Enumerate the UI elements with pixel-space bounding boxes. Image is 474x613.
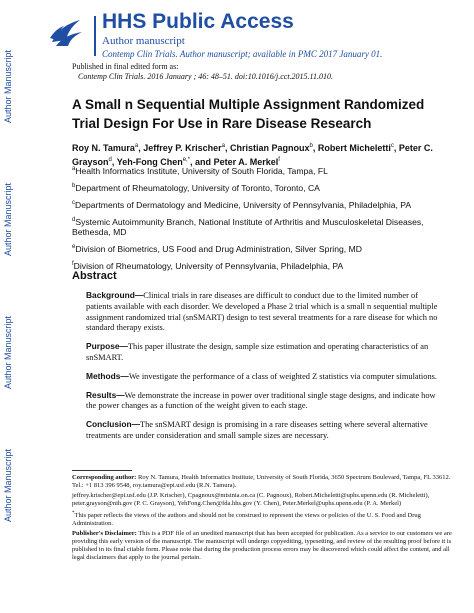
affiliation-mark: d <box>72 216 76 223</box>
affiliation-text: Division of Biometrics, US Food and Drug Administration, Silver Spring, MD <box>75 244 362 255</box>
author-name: Christian Pagnoux <box>229 143 310 153</box>
hhs-eagle-icon <box>46 12 86 52</box>
abstract-section <box>86 390 446 413</box>
abstract-body <box>86 290 446 449</box>
affiliation-list <box>72 164 452 276</box>
affiliation-mark: f <box>72 261 74 268</box>
abstract-section-text: We demonstrate the increase in power over traditional single stage designs, and indicate how the power changes as a function of the weight given to each stage. <box>86 390 436 411</box>
author-list: Roy N. Tamura$^a$, Jeffrey P. Krischer$^a$, Christian Pagnoux$^b$, Robert Micheletti$^c$, Peter C. Grayson$^d$, Yeh-Fong Chen$^{e,*}$, and Peter A. Merkel$^f$ <box>72 143 433 167</box>
footnote-text: Roy N. Tamura, Health Informatics Institute, University of South Florida, 3650 Spectrum Boulevard, Tampa, FL 33612. Tel.: +1 813 396 9548, roy.tamura@epi.usf.edu (R.N. Tamura). <box>72 474 451 489</box>
abstract-section <box>86 371 446 383</box>
author-affiliation-mark: e,* <box>182 157 191 163</box>
affiliation <box>72 198 452 211</box>
footnote-label: Corresponding author: <box>72 474 137 481</box>
abstract-section-text: We investigate the performance of a class of weighted Z statistics via computer simulations. <box>128 371 437 381</box>
affiliation-text: Health Informatics Institute, University of South Florida, Tampa, FL <box>75 165 328 176</box>
side-label: Author Manuscript <box>3 449 13 523</box>
abstract-section <box>86 341 446 364</box>
abstract-section-text: Clinical trials in rare diseases are difficult to conduct due to the limited number of patients available with each disorder. We developed a Phase 2 trial which is a small n sequential multiple assignment randomized trial (snSMART) design to test several treatments for a rare disease for which no standard therapy exists. <box>86 291 438 333</box>
author-name: Jeffrey P. Krischer <box>143 143 222 153</box>
footnote-label: Publisher's Disclaimer: <box>72 530 137 538</box>
abstract-section-label: Conclusion— <box>86 419 140 430</box>
footnote <box>72 530 454 562</box>
footnote-text: This paper reflects the views of the authors and should not be construed to represent the views or policies of the U. S. Food and Drug Administration. <box>72 512 421 528</box>
abstract-section <box>86 419 446 442</box>
affiliation <box>72 259 452 272</box>
publication-note-label: Published in final edited form as: <box>72 62 179 71</box>
affiliation-text: Departments of Dermatology and Medicine, University of Pennsylvania, Philadelphia, PA <box>75 199 412 210</box>
abstract-heading: Abstract <box>72 270 117 282</box>
author-name: Yeh-Fong Chen <box>116 157 183 167</box>
author-affiliation-mark: b <box>309 143 313 149</box>
side-label: Author Manuscript <box>3 50 13 124</box>
manuscript-type: Author manuscript <box>102 35 185 47</box>
author-affiliation-mark: f <box>278 157 280 163</box>
affiliation <box>72 215 452 239</box>
affiliation <box>72 242 452 255</box>
footnote-divider <box>72 470 132 471</box>
footnote <box>72 492 454 508</box>
abstract-section-text: This paper illustrate the design, sample size estimation and operating characteristics of an snSMART. <box>86 342 429 362</box>
affiliation-text: Department of Rheumatology, University of Toronto, Toronto, CA <box>75 182 320 193</box>
footnote-mark: * <box>72 511 75 516</box>
publication-citation: Contemp Clin Trials. 2016 January ; 46: 48–51. doi:10.1016/j.cct.2015.11.010. <box>78 72 333 81</box>
author-name: Peter C. Grayson <box>72 143 433 167</box>
author-name: Peter A. Merkel <box>213 157 279 167</box>
abstract-section-text: The snSMART design is promising in a rare diseases setting where several alternative treatments are under consideration and small sample sizes are necessary. <box>86 420 428 440</box>
abstract-section-label: Background— <box>86 290 144 300</box>
header-divider <box>94 16 96 56</box>
affiliation-mark: a <box>72 166 76 172</box>
footnote <box>72 510 454 528</box>
author-affiliation-mark: a <box>221 143 225 149</box>
affiliation <box>72 164 452 177</box>
hhs-title: HHS Public Access <box>102 10 294 33</box>
pmc-availability: Contemp Clin Trials. Author manuscript; available in PMC 2017 January 01. <box>102 49 383 59</box>
footnote-text: This is a PDF file of an unedited manuscript that has been accepted for publication. As a service to our customers we are providing this early version of the manuscript. The manuscript will undergo copyediting, typesetting, and review of the resulting proof before it is published in its final citable form. Please note that during the production process errors may be discovered which could affect the content, and all legal disclaimers that apply to the journal pertain. <box>72 530 452 562</box>
abstract-section-label: Methods— <box>86 370 129 381</box>
footnotes <box>72 474 454 564</box>
hhs-header <box>46 4 462 60</box>
publication-note <box>72 62 333 82</box>
abstract-section-label: Purpose— <box>86 341 128 352</box>
paper-title: A Small n Sequential Multiple Assignment Randomized Trial Design For Use in Rare Disease Research <box>72 97 425 131</box>
affiliation-text: Systemic Autoimmunity Branch, National Institute of Arthritis and Musculoskeletal Diseases, Bethesda, MD <box>72 216 424 238</box>
affiliation-mark: c <box>72 199 75 206</box>
affiliation-text: Division of Rheumatology, University of Pennsylvania, Philadelphia, PA <box>73 261 344 272</box>
author-affiliation-mark: c <box>390 143 394 149</box>
footnote <box>72 474 454 490</box>
affiliation <box>72 181 452 194</box>
author-name: Robert Micheletti <box>317 143 391 153</box>
abstract-section-label: Results— <box>86 389 125 400</box>
author-affiliation-mark: d <box>108 157 112 163</box>
affiliation-mark: e <box>72 244 76 251</box>
author-affiliation-mark: a <box>134 143 139 149</box>
side-label: Author Manuscript <box>3 316 13 390</box>
footnote-text: jeffrey.krischer@epi.usf.edu (J.P. Krischer), Cpagnoux@mtsinia.on.ca (C. Pagnoux), Robert.Micheletti@uphs.upenn.edu (R. Micheletti), peter.grayson@nih.gov (P. C. Grayson), YehFong.Chen@fda.hhs.gov (Y. Chen), Peter.Merkel@uphs.upenn.edu (P. A. Merkel) <box>72 492 430 507</box>
affiliation-mark: b <box>72 182 76 189</box>
author-name: Roy N. Tamura <box>72 143 135 153</box>
abstract-section <box>86 290 446 334</box>
side-label: Author Manuscript <box>3 183 13 257</box>
